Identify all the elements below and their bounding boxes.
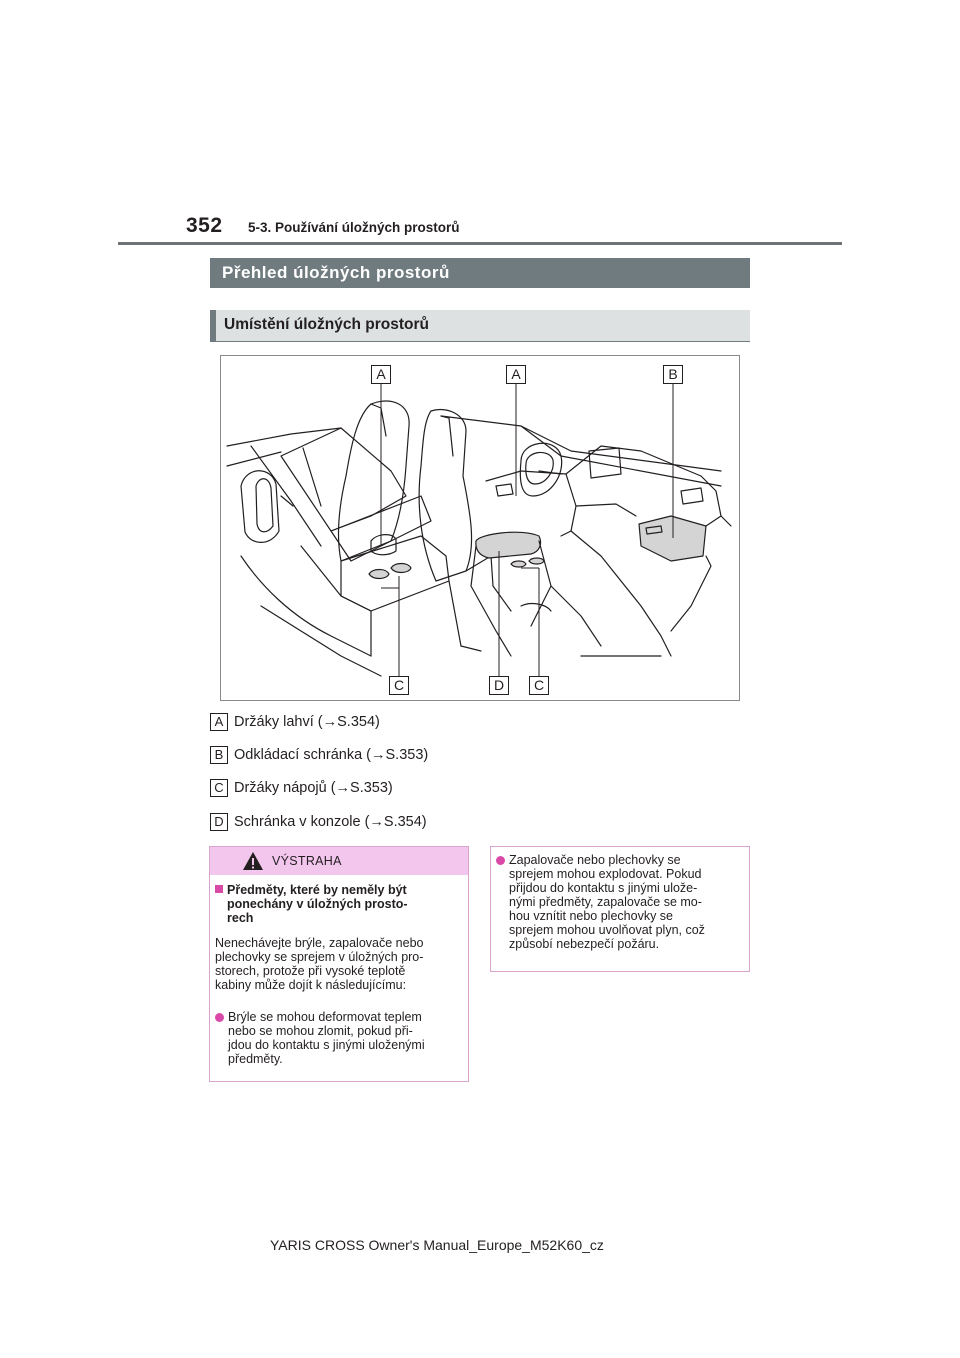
chapter-band [210,258,750,288]
bullet-dot-icon [215,1013,224,1022]
warning-heading: Předměty, které by neměly být ponechány v úložných prosto- rech [215,883,408,925]
warning-box [209,846,469,1082]
callout-d: D [489,676,509,695]
warning-bullet-glasses: Brýle se mohou deformovat teplem nebo se mohou zlomit, pokud při- jdou do kontaktu s jinými uloženými předměty. [228,1010,425,1066]
callout-a-front: A [506,365,526,384]
legend-text: Schránka v konzole (→S.354) [234,814,427,830]
interior-illustration [220,355,740,701]
subsection-band [210,310,750,342]
square-bullet-icon [215,885,223,893]
callout-b: B [663,365,683,384]
warning-triangle-icon [242,851,264,871]
page-footer: YARIS CROSS Owner's Manual_Europe_M52K60_cz [270,1237,604,1253]
legend-key: D [210,813,228,831]
callout-c-rear: C [389,676,409,695]
warning-intro: Nenechávejte brýle, zapalovače nebo plechovky se sprejem v úložných pro- storech, protože při vysoké teplotě kabiny může dojít k následujícímu: [215,936,424,992]
warning-box-continued [490,846,750,972]
page-number: 352 [186,214,223,237]
warning-bullet-lighters: Zapalovače nebo plechovky se sprejem mohou explodovat. Pokud přijdou do kontaktu s jinými ulože- nými předměty, zapalovače se mo- hou vznítit nebo plechovky se sprejem mohou uvolňovat plyn, což způsobí nebezpečí požáru. [509,853,705,951]
legend-key: A [210,713,228,731]
warning-title: VÝSTRAHA [272,854,342,868]
legend-key: C [210,779,228,797]
legend-text: Držáky lahví (→S.354) [234,714,380,730]
header-divider [118,242,842,245]
callout-a-rear: A [371,365,391,384]
warning-header [210,847,468,875]
section-title: 5-3. Používání úložných prostorů [248,220,460,235]
callout-leaders [221,356,739,700]
callout-c-front: C [529,676,549,695]
chapter-band-title: Přehled úložných prostorů [222,263,450,282]
legend-key: B [210,746,228,764]
subsection-title: Umístění úložných prostorů [224,316,429,333]
legend-text: Odkládací schránka (→S.353) [234,747,429,763]
legend-text: Držáky nápojů (→S.353) [234,780,393,796]
bullet-dot-icon [496,856,505,865]
